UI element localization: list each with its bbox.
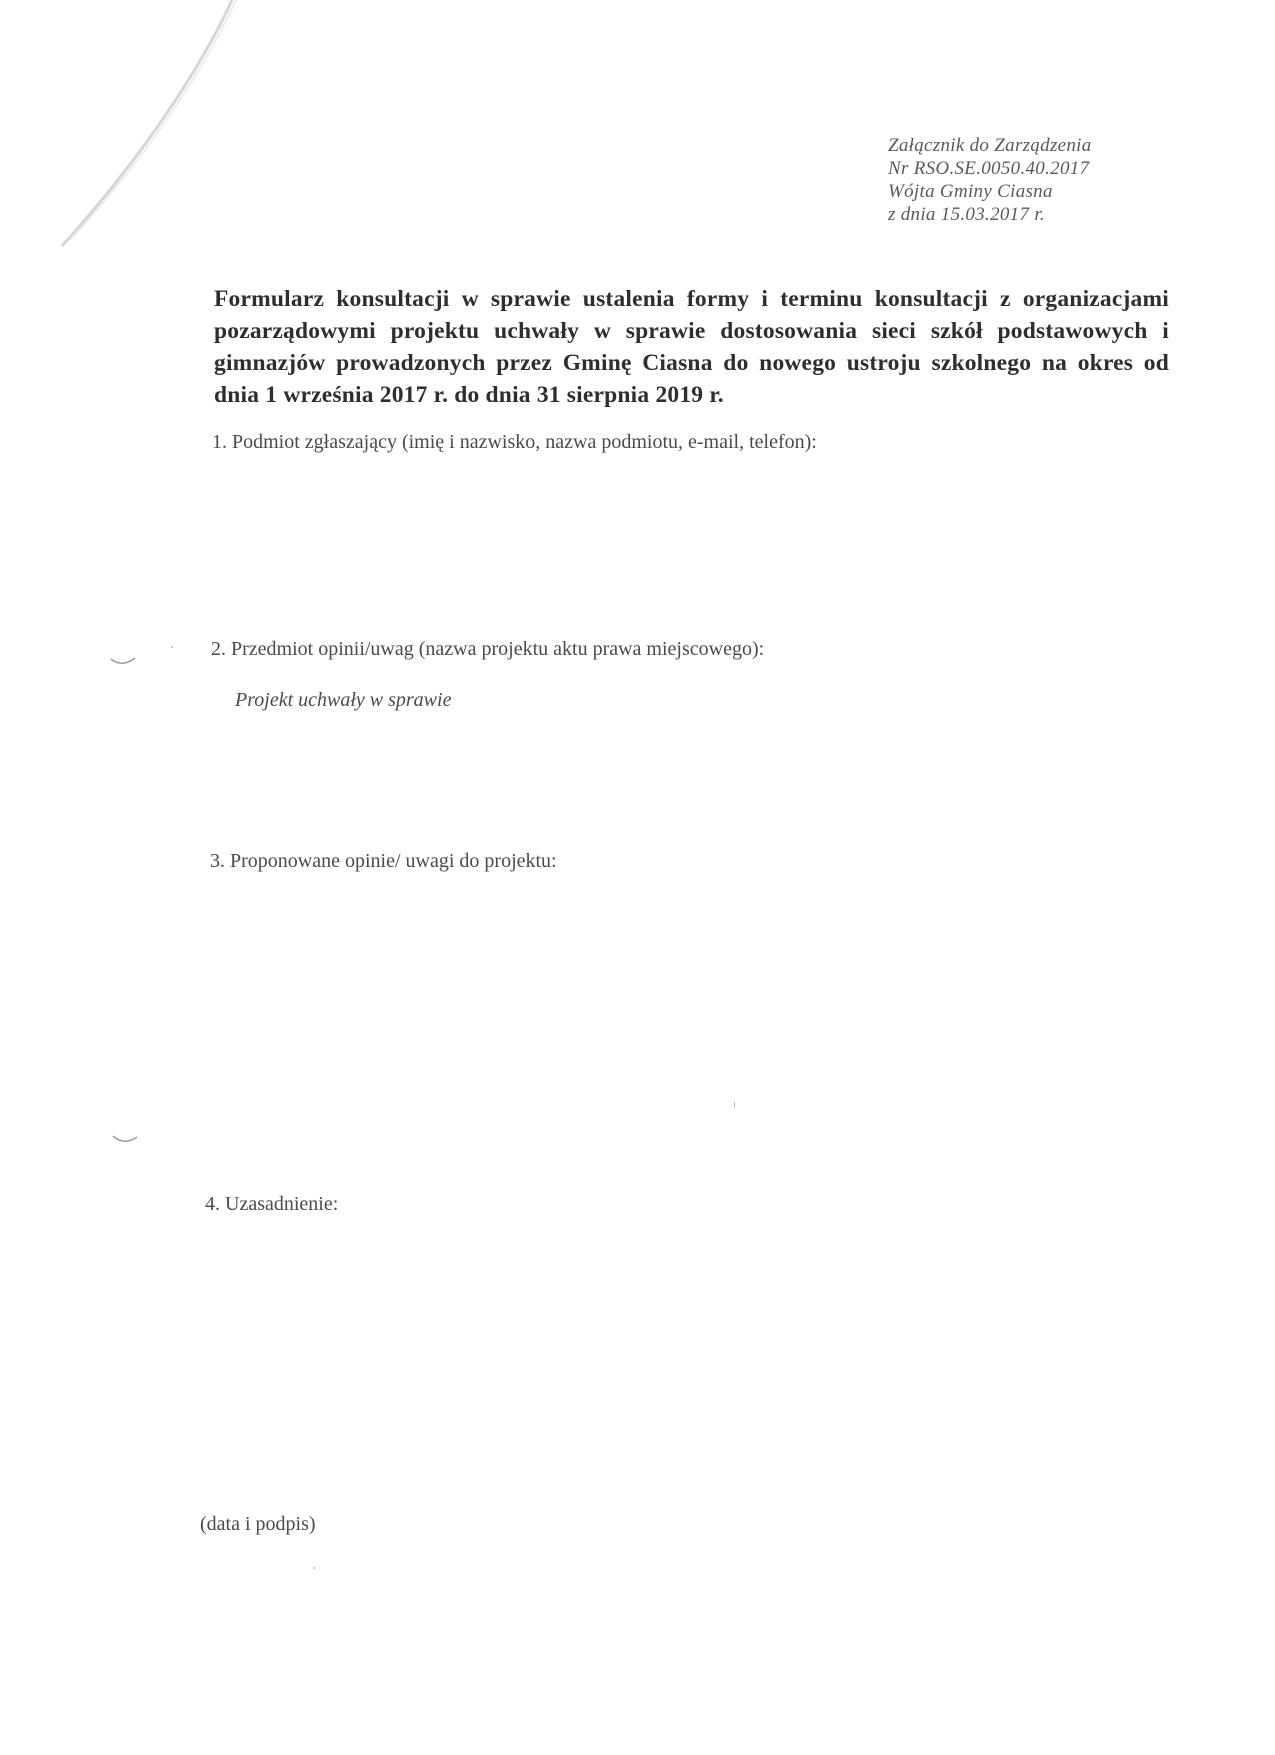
signature-label: (data i podpis) [200, 1513, 316, 1535]
annex-line: Nr RSO.SE.0050.40.2017 [888, 158, 1090, 179]
annex-line: Załącznik do Zarządzenia [888, 135, 1092, 156]
punch-hole-mark [112, 1134, 138, 1144]
scan-speck [734, 1102, 735, 1108]
annex-reference [888, 134, 1148, 226]
annex-line: z dnia 15.03.2017 r. [888, 204, 1045, 225]
section-1-label: 1. Podmiot zgłaszający (imię i nazwisko, nazwa podmiotu, e-mail, telefon): [212, 431, 817, 453]
section-4-label: 4. Uzasadnienie: [205, 1193, 339, 1215]
scan-streak-mark [0, 0, 260, 260]
form-title: Formularz konsultacji w sprawie ustalenia formy i terminu konsultacji z organizacjami pozarządowymi projektu uchwały w sprawie dostosowania sieci szkół podstawowych i gimnazjów prowadzonych przez Gminę Ciasna do nowego ustroju szkolnego na okres od dnia 1 września 2017 r. do dnia 31 sierpnia 2019 r. [214, 286, 1169, 408]
section-2-value: Projekt uchwały w sprawie [235, 689, 452, 711]
section-2-label: 2. Przedmiot opinii/uwag (nazwa projektu aktu prawa miejscowego): [211, 638, 765, 660]
section-3-label: 3. Proponowane opinie/ uwagi do projektu: [210, 850, 557, 872]
scan-speck [313, 1567, 315, 1569]
scan-speck [171, 646, 173, 648]
annex-line: Wójta Gminy Ciasna [888, 181, 1053, 202]
punch-hole-mark [110, 656, 136, 666]
